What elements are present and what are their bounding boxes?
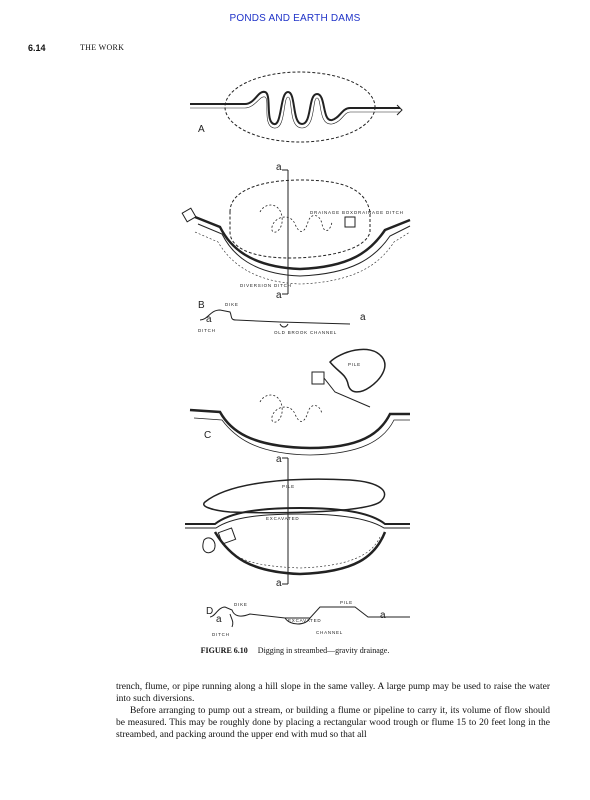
label-pile-c: PILE <box>348 362 361 367</box>
section-mark-d-bottom: a <box>276 578 282 589</box>
section-mark-b-right: a <box>360 312 366 323</box>
section-mark-d-left: a <box>216 614 222 625</box>
label-pile-profile: PILE <box>340 600 353 605</box>
panel-b-drawing <box>182 170 410 327</box>
label-dike-d: DIKE <box>234 602 248 607</box>
label-diversion-ditch: DIVERSION DITCH <box>240 283 292 288</box>
page-number: 6.14 <box>28 43 46 53</box>
label-drainage-ditch: DRAINAGE DITCH <box>354 210 404 215</box>
panel-label-b: B <box>198 300 205 311</box>
figure-6-10 <box>170 62 430 642</box>
label-pile-d: PILE <box>282 484 295 489</box>
section-mark-b-left: a <box>206 314 212 325</box>
label-ditch-d: DITCH <box>212 632 230 637</box>
figure-caption <box>0 646 590 655</box>
body-text <box>116 681 550 741</box>
label-ditch-b: DITCH <box>198 328 216 333</box>
section-mark-b-top: a <box>276 162 282 173</box>
running-header: PONDS AND EARTH DAMS <box>229 13 361 24</box>
label-drainage-box: DRAINAGE BOX <box>310 210 354 215</box>
panel-c-drawing <box>190 349 410 455</box>
panel-label-d: D <box>206 606 214 617</box>
paragraph-1: trench, flume, or pipe running along a hill slope in the same valley. A large pump may be used to raise the water into such diversions. <box>116 682 550 704</box>
section-title: THE WORK <box>80 43 125 52</box>
label-channel: CHANNEL <box>316 630 344 635</box>
panel-d-drawing <box>185 458 410 627</box>
label-old-brook-channel: OLD BROOK CHANNEL <box>274 330 338 335</box>
label-excavated-profile: EXCAVATED <box>288 618 322 623</box>
paragraph-2: Before arranging to pump out a stream, or building a flume or pipeline to carry it, its volume of flow should be measured. This may be roughly done by placing a rectangular wood trough or flume 15 to 20 feet long in the streambed, and packing around the upper end with mud so that all <box>116 706 550 740</box>
panel-label-a: A <box>198 124 205 135</box>
section-mark-d-right: a <box>380 610 386 621</box>
caption-number: FIGURE 6.10 <box>200 646 248 655</box>
section-mark-b-bottom: a <box>276 290 282 301</box>
section-mark-d-top: a <box>276 454 282 465</box>
panel-a-drawing <box>190 72 402 142</box>
label-dike-b: DIKE <box>225 302 239 307</box>
panel-label-c: C <box>204 430 212 441</box>
label-excavated-d: EXCAVATED <box>266 516 300 521</box>
caption-text: Digging in streambed—gravity drainage. <box>257 646 390 655</box>
